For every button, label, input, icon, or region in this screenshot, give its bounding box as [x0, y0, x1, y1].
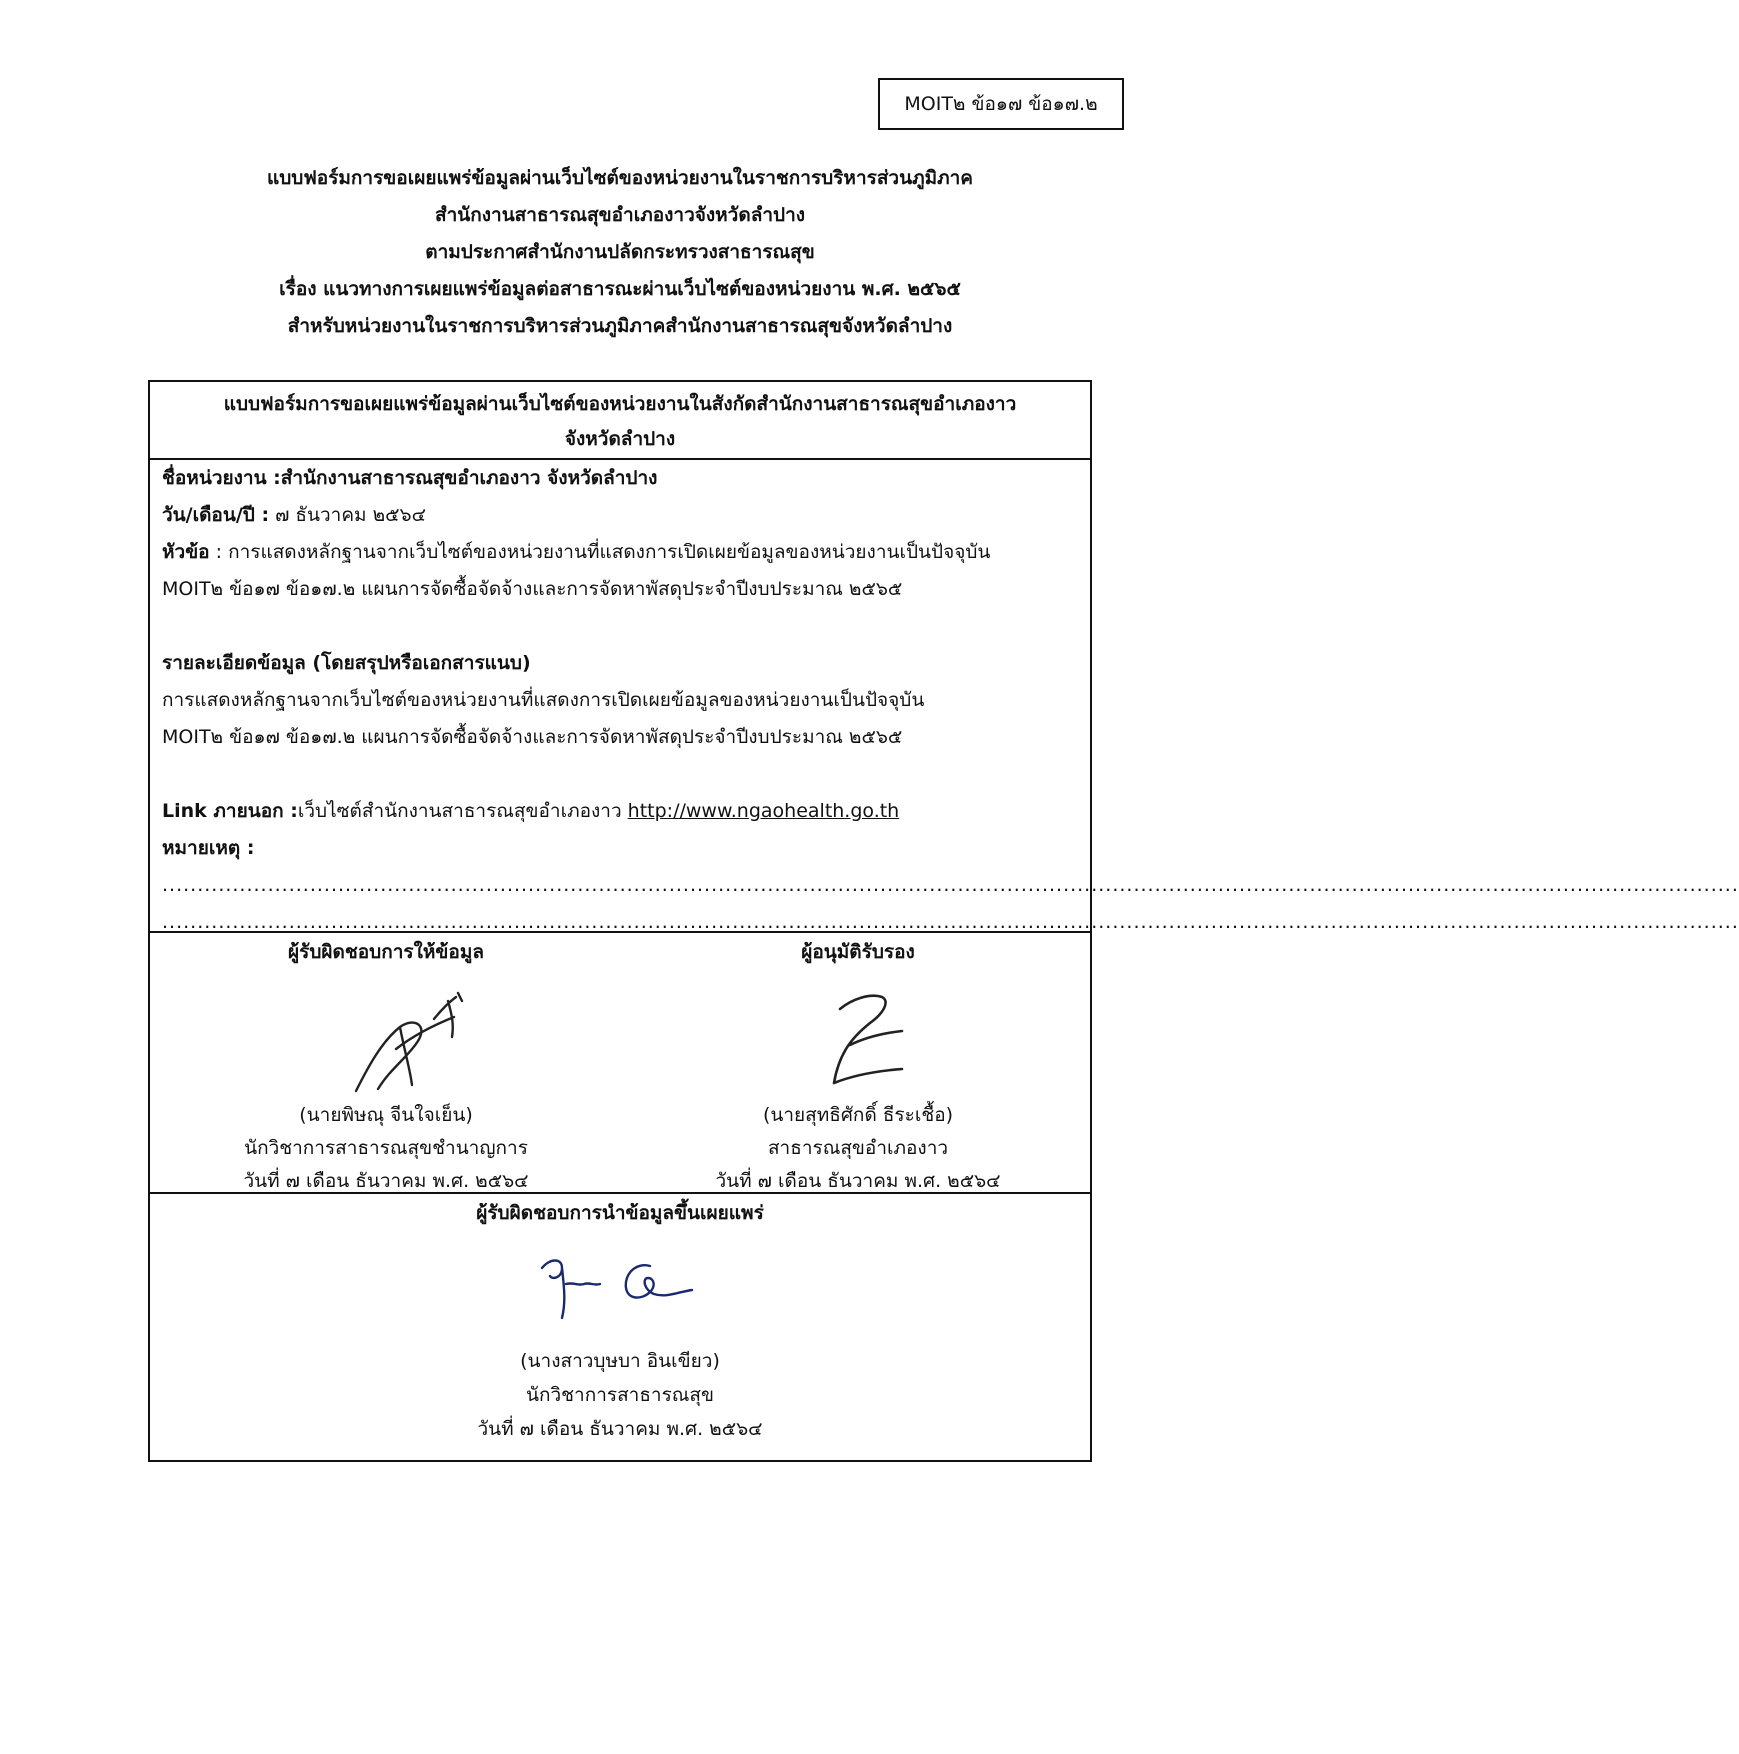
website-link[interactable]: http://www.ngaohealth.go.th — [627, 800, 900, 822]
approver-signature-block — [622, 933, 1094, 1198]
heading-line-3: ตามประกาศสำนักงานปลัดกระทรวงสาธารณสุข — [425, 241, 815, 263]
approver-name: (นายสุทธิศักดิ์ ธีระเชื้อ) — [762, 1104, 954, 1126]
form-title-line-2: จังหวัดลำปาง — [564, 428, 676, 450]
link-row — [162, 793, 1090, 830]
publisher-section — [150, 1194, 1090, 1460]
link-description: เว็บไซต์สำนักงานสาธารณสุขอำเภองาว — [297, 800, 628, 822]
heading-line-1: แบบฟอร์มการขอเผยแพร่ข้อมูลผ่านเว็บไซต์ของหน่วยงานในราชการบริหารส่วนภูมิภาค — [266, 167, 974, 189]
approver-signature-area — [622, 971, 1094, 1099]
informant-signature-area — [150, 971, 622, 1099]
date-label: วัน/เดือน/ปี : — [162, 504, 270, 526]
note-dotted-line-2: ................................................................................................................................................................................................................................ — [162, 911, 1739, 933]
link-label: Link ภายนอก : — [162, 800, 298, 822]
agency-value: สำนักงานสาธารณสุขอำเภองาว จังหวัดลำปาง — [280, 467, 658, 489]
approver-date: วันที่ ๗ เดือน ธันวาคม พ.ศ. ๒๕๖๔ — [715, 1170, 1001, 1192]
date-row — [162, 497, 1090, 534]
topic-line-2: MOIT๒ ข้อ๑๗ ข้อ๑๗.๒ แผนการจัดซื้อจัดจ้างและการจัดหาพัสดุประจำปีงบประมาณ ๒๕๖๕ — [162, 578, 903, 600]
detail-line-2: MOIT๒ ข้อ๑๗ ข้อ๑๗.๒ แผนการจัดซื้อจัดจ้างและการจัดหาพัสดุประจำปีงบประมาณ ๒๕๖๕ — [162, 726, 903, 748]
informant-position: นักวิชาการสาธารณสุขชำนาญการ — [244, 1137, 528, 1159]
signature-icon — [810, 979, 920, 1099]
publisher-signature-area — [150, 1232, 1090, 1344]
agency-row — [162, 460, 1090, 497]
signature-icon — [338, 979, 478, 1099]
form-info — [150, 460, 1739, 933]
form-title-line-1: แบบฟอร์มการขอเผยแพร่ข้อมูลผ่านเว็บไซต์ของหน่วยงานในสังกัดสำนักงานสาธารณสุขอำเภองาว — [223, 393, 1017, 415]
note-label: หมายเหตุ : — [162, 837, 255, 859]
spacer — [162, 756, 1090, 793]
approver-position: สาธารณสุขอำเภองาว — [767, 1137, 949, 1159]
detail-line-1: การแสดงหลักฐานจากเว็บไซต์ของหน่วยงานที่แสดงการเปิดเผยข้อมูลของหน่วยงานเป็นปัจจุบัน — [162, 689, 925, 711]
heading-line-2: สำนักงานสาธารณสุขอำเภองาวจังหวัดลำปาง — [434, 204, 806, 226]
approver-heading: ผู้อนุมัติรับรอง — [801, 941, 915, 963]
informant-date: วันที่ ๗ เดือน ธันวาคม พ.ศ. ๒๕๖๔ — [243, 1170, 529, 1192]
document-code: MOIT๒ ข้อ๑๗ ข้อ๑๗.๒ — [904, 93, 1098, 115]
form-title — [150, 382, 1090, 460]
informant-name: (นายพิษณุ จีนใจเย็น) — [299, 1104, 473, 1126]
request-form — [148, 380, 1739, 1462]
publisher-date: วันที่ ๗ เดือน ธันวาคม พ.ศ. ๒๕๖๔ — [477, 1418, 763, 1440]
informant-signature-block — [150, 933, 622, 1198]
publisher-heading: ผู้รับผิดชอบการนำข้อมูลขึ้นเผยแพร่ — [476, 1202, 764, 1224]
spacer — [162, 608, 1090, 645]
signature-section — [150, 933, 1090, 1194]
heading-line-4: เรื่อง แนวทางการเผยแพร่ข้อมูลต่อสาธารณะผ่านเว็บไซต์ของหน่วยงาน พ.ศ. ๒๕๖๕ — [279, 278, 961, 300]
publisher-name: (นางสาวบุษบา อินเขียว) — [520, 1350, 720, 1372]
topic-value: : การแสดงหลักฐานจากเว็บไซต์ของหน่วยงานที่แสดงการเปิดเผยข้อมูลของหน่วยงานเป็นปัจจุบัน — [209, 541, 991, 563]
document-code-box — [878, 78, 1124, 130]
detail-label: รายละเอียดข้อมูล (โดยสรุปหรือเอกสารแนบ) — [162, 652, 531, 674]
date-value: ๗ ธันวาคม ๒๕๖๔ — [269, 504, 426, 526]
document-heading — [0, 160, 1240, 345]
note-dotted-line-1: ................................................................................................................................................................................................................................ — [162, 874, 1739, 896]
publisher-position: นักวิชาการสาธารณสุข — [525, 1384, 715, 1406]
topic-row — [162, 534, 1090, 571]
informant-heading: ผู้รับผิดชอบการให้ข้อมูล — [288, 941, 484, 963]
topic-label: หัวข้อ — [162, 541, 210, 563]
heading-line-5: สำหรับหน่วยงานในราชการบริหารส่วนภูมิภาคสำนักงานสาธารณสุขจังหวัดลำปาง — [287, 315, 953, 337]
signature-icon — [532, 1246, 712, 1326]
agency-label: ชื่อหน่วยงาน : — [162, 467, 281, 489]
